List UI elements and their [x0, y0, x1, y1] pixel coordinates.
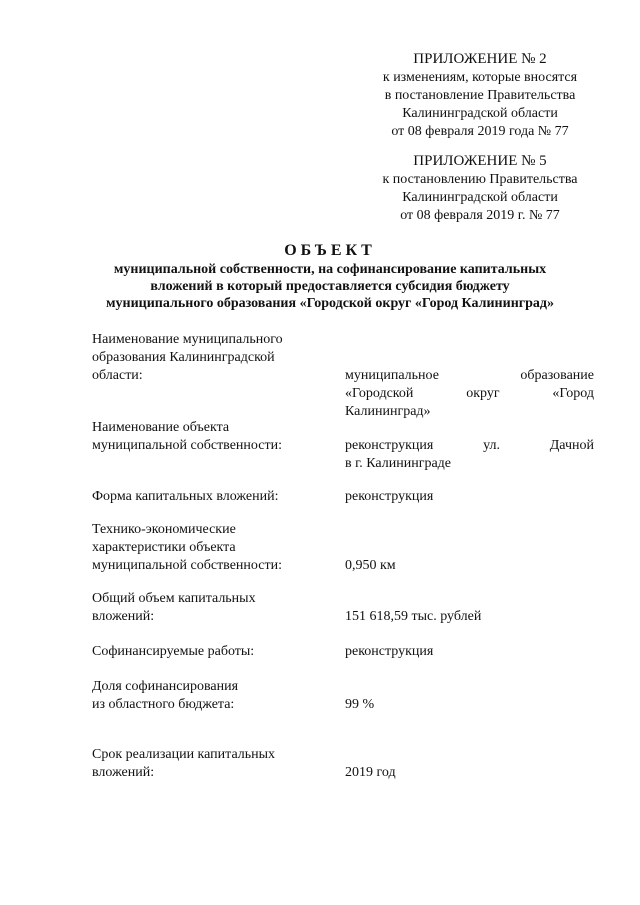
- appendix-5-line: от 08 февраля 2019 г. № 77: [400, 208, 560, 223]
- label-line: Общий объем капитальных: [92, 591, 256, 606]
- appendix-2-line: Калининградской области: [402, 106, 558, 121]
- implementation-period-value: [345, 764, 594, 782]
- value-line: реконструкция ул. Дачной: [345, 438, 594, 453]
- label-line: вложений:: [92, 765, 155, 780]
- label-line: Доля софинансирования: [92, 679, 239, 694]
- appendix-2-line: к изменениям, которые вносятся: [382, 70, 578, 85]
- appendix-2-heading: ПРИЛОЖЕНИЕ № 2: [413, 51, 547, 67]
- value-line: реконструкция: [345, 489, 434, 504]
- value-line: в г. Калининграде: [345, 456, 452, 471]
- title-main: ОБЪЕКТ: [284, 242, 376, 259]
- total-volume-value: [345, 608, 594, 626]
- cofinanced-works-value: [345, 643, 594, 661]
- appendix-5-block: [360, 152, 600, 225]
- object-name-label: [92, 419, 322, 455]
- municipality-name-label: [92, 331, 322, 385]
- characteristics-value: [345, 557, 594, 575]
- document-title: [60, 241, 600, 312]
- label-line: области:: [92, 368, 143, 383]
- value-line: 2019 год: [345, 765, 396, 780]
- appendix-2-block: [360, 50, 600, 141]
- investment-form-label: [92, 488, 322, 506]
- appendix-2-line: от 08 февраля 2019 года № 77: [391, 124, 569, 139]
- label-line: муниципальной собственности:: [92, 558, 282, 573]
- object-name-value: [345, 437, 594, 473]
- label-line: Форма капитальных вложений:: [92, 489, 279, 504]
- value-line: 0,950 км: [345, 558, 396, 573]
- label-line: Технико-экономические: [92, 522, 236, 537]
- appendix-5-heading: ПРИЛОЖЕНИЕ № 5: [413, 153, 547, 169]
- value-line: реконструкция: [345, 644, 434, 659]
- label-line: из областного бюджета:: [92, 697, 235, 712]
- label-line: Наименование муниципального: [92, 332, 283, 347]
- cofinanced-works-label: [92, 643, 322, 661]
- label-line: характеристики объекта: [92, 540, 236, 555]
- total-volume-label: [92, 590, 322, 626]
- appendix-2-line: в постановление Правительства: [384, 88, 576, 103]
- cofinancing-share-value: [345, 696, 594, 714]
- value-line: Калининград»: [345, 404, 431, 419]
- characteristics-label: [92, 521, 322, 575]
- value-line: 151 618,59 тыс. рублей: [345, 609, 482, 624]
- label-line: муниципальной собственности:: [92, 438, 282, 453]
- label-line: Наименование объекта: [92, 420, 230, 435]
- value-line: «Городской округ «Город: [345, 386, 594, 401]
- cofinancing-share-label: [92, 678, 322, 714]
- appendix-5-line: к постановлению Правительства: [382, 172, 578, 187]
- implementation-period-label: [92, 746, 322, 782]
- title-line: муниципального образования «Городской округ «Город Калининград»: [106, 296, 554, 311]
- label-line: образования Калининградской: [92, 350, 275, 365]
- label-line: Софинансируемые работы:: [92, 644, 255, 659]
- label-line: вложений:: [92, 609, 155, 624]
- municipality-name-value: [345, 367, 594, 421]
- appendix-5-line: Калининградской области: [402, 190, 558, 205]
- label-line: Срок реализации капитальных: [92, 747, 276, 762]
- value-line: муниципальное образование: [345, 368, 594, 383]
- value-line: 99 %: [345, 697, 375, 712]
- title-line: муниципальной собственности, на софинансирование капитальных: [113, 262, 547, 277]
- investment-form-value: [345, 488, 594, 506]
- title-line: вложений в который предоставляется субсидия бюджету: [150, 279, 510, 294]
